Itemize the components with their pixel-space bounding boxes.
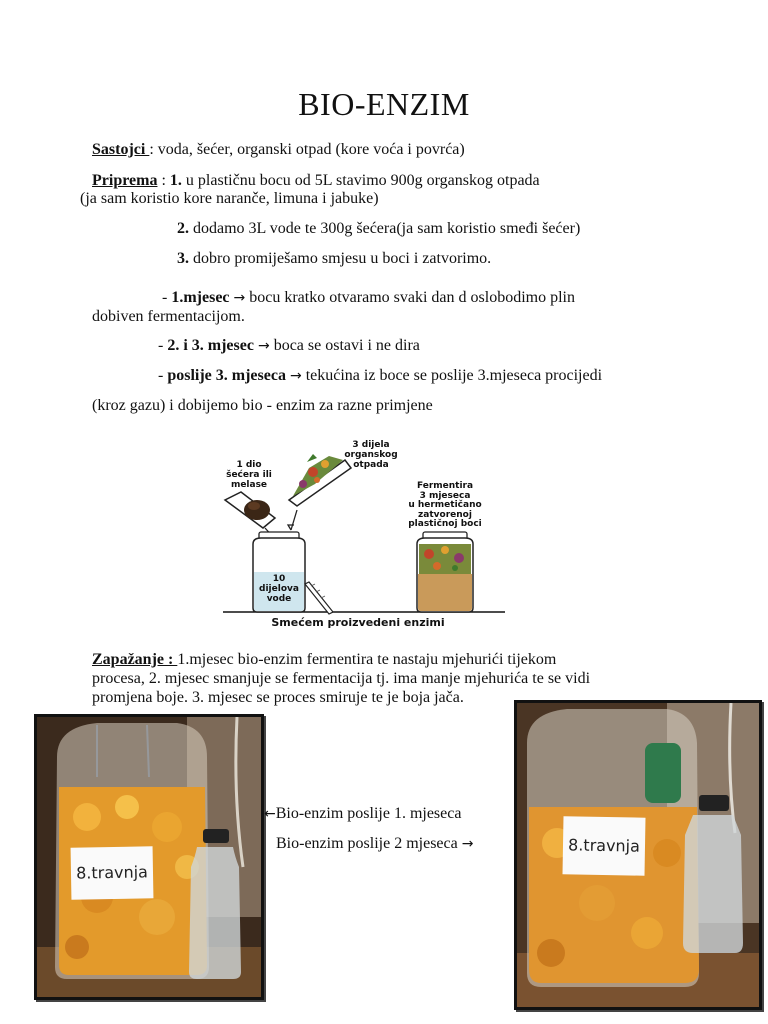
photo-month-2 <box>514 700 762 1010</box>
process-diagram <box>205 432 511 634</box>
sugar-label-line: šećera ili <box>226 470 272 480</box>
page-title: BIO-ENZIM <box>298 86 470 122</box>
step-3-text: dobro promiješamo smjesu u boci i zatvorimo. <box>189 250 492 267</box>
stirring-stick-icon <box>305 582 333 614</box>
phase-3-title: poslije 3. mjeseca <box>167 367 286 384</box>
caption-month-2 <box>276 834 473 854</box>
waste-label-line: organskog <box>344 450 398 460</box>
waste-label <box>341 440 401 470</box>
observation-text-1: 1.mjesec bio-enzim fermentira te nastaju mjehurići tijekom <box>177 651 557 668</box>
waste-label-line: otpada <box>353 460 389 470</box>
step-1-text: u plastičnu bocu od 5L stavimo 900g organskog otpada <box>181 172 540 189</box>
arrow-right-icon: → <box>289 368 302 384</box>
step-3-number: 3. <box>177 250 189 267</box>
diagram-caption: Smećem proizvedeni enzimi <box>271 616 445 629</box>
preparation-separator: : <box>157 172 170 189</box>
ferment-label-line: u hermetičano <box>408 500 482 510</box>
caption-month-1 <box>264 804 461 824</box>
sugar-label-line: 1 dio <box>236 460 262 470</box>
ferment-label-line: zatvorenoj <box>418 509 472 520</box>
ingredients-label: Sastojci <box>92 141 150 158</box>
water-label-line: dijelova <box>259 584 299 594</box>
ferment-label-line: Fermentira <box>416 481 474 491</box>
ferment-label <box>405 482 485 530</box>
arrow-right-icon: → <box>461 836 474 852</box>
photo-month-1 <box>34 714 264 1000</box>
caption-month-2-text: Bio-enzim poslije 2 mjeseca <box>276 835 458 852</box>
photo-1-date-label: 8.travnja <box>71 846 154 899</box>
observation-line-2: procesa, 2. mjesec smanjuje se fermentacija tj. ima manje mjehurića te se vidi <box>92 670 591 687</box>
step-2 <box>177 219 580 238</box>
fermenting-jar-icon <box>417 532 473 612</box>
phase-3-dash: - <box>158 367 168 384</box>
observation-line-1 <box>92 650 556 669</box>
ferment-label-line: plastičnoj boci <box>408 519 482 529</box>
phase-3-text: tekućina iz boce se poslije 3.mjeseca procijedi <box>301 367 603 384</box>
phase-2-title: 2. i 3. mjesec <box>167 337 254 354</box>
preparation-line <box>92 171 540 190</box>
step-3 <box>177 249 491 268</box>
phase-1-dash: - <box>162 289 172 306</box>
preparation-label: Priprema <box>92 172 158 189</box>
water-label-line: 10 <box>272 574 286 584</box>
arrow-right-icon: → <box>233 290 246 306</box>
waste-label-line: 3 dijela <box>352 440 390 450</box>
observation-line-3: promjena boje. 3. mjesec se proces smiruje te je boja jača. <box>92 689 464 706</box>
phase-2-text: boca se ostavi i ne dira <box>269 337 420 354</box>
sugar-scoop-icon <box>225 492 275 528</box>
ingredients-line <box>92 140 465 159</box>
phase-1-title: 1.mjesec <box>171 289 230 306</box>
phase-1 <box>162 288 575 308</box>
phase-1-continuation: dobiven fermentacijom. <box>92 308 245 325</box>
ferment-label-line: 3 mjeseca <box>419 490 471 501</box>
phase-3 <box>158 366 602 386</box>
caption-month-1-text: Bio-enzim poslije 1. mjeseca <box>275 805 462 822</box>
sugar-label-line: melase <box>230 480 268 490</box>
observation-label: Zapažanje : <box>92 651 178 668</box>
phase-2-dash: - <box>158 337 168 354</box>
phase-3-continuation: (kroz gazu) i dobijemo bio - enzim za razne primjene <box>92 397 433 414</box>
phase-2 <box>158 336 420 356</box>
step-1-number: 1. <box>169 172 182 189</box>
ingredients-text: : voda, šećer, organski otpad (kore voća i povrća) <box>149 141 465 158</box>
sugar-label <box>223 460 275 490</box>
step-2-number: 2. <box>177 220 189 237</box>
photo-2-date-label: 8.travnja <box>563 816 646 875</box>
arrow-right-icon: → <box>257 338 270 354</box>
step-1-continuation: (ja sam koristio kore naranče, limuna i jabuke) <box>80 190 379 207</box>
step-2-text: dodamo 3L vode te 300g šećera(ja sam koristio smeđi šećer) <box>189 220 581 237</box>
phase-1-text: bocu kratko otvaramo svaki dan d oslobodimo plin <box>245 289 575 306</box>
water-label-line: vode <box>266 594 292 604</box>
arrow-left-icon: ← <box>264 806 276 822</box>
water-label <box>255 574 303 604</box>
